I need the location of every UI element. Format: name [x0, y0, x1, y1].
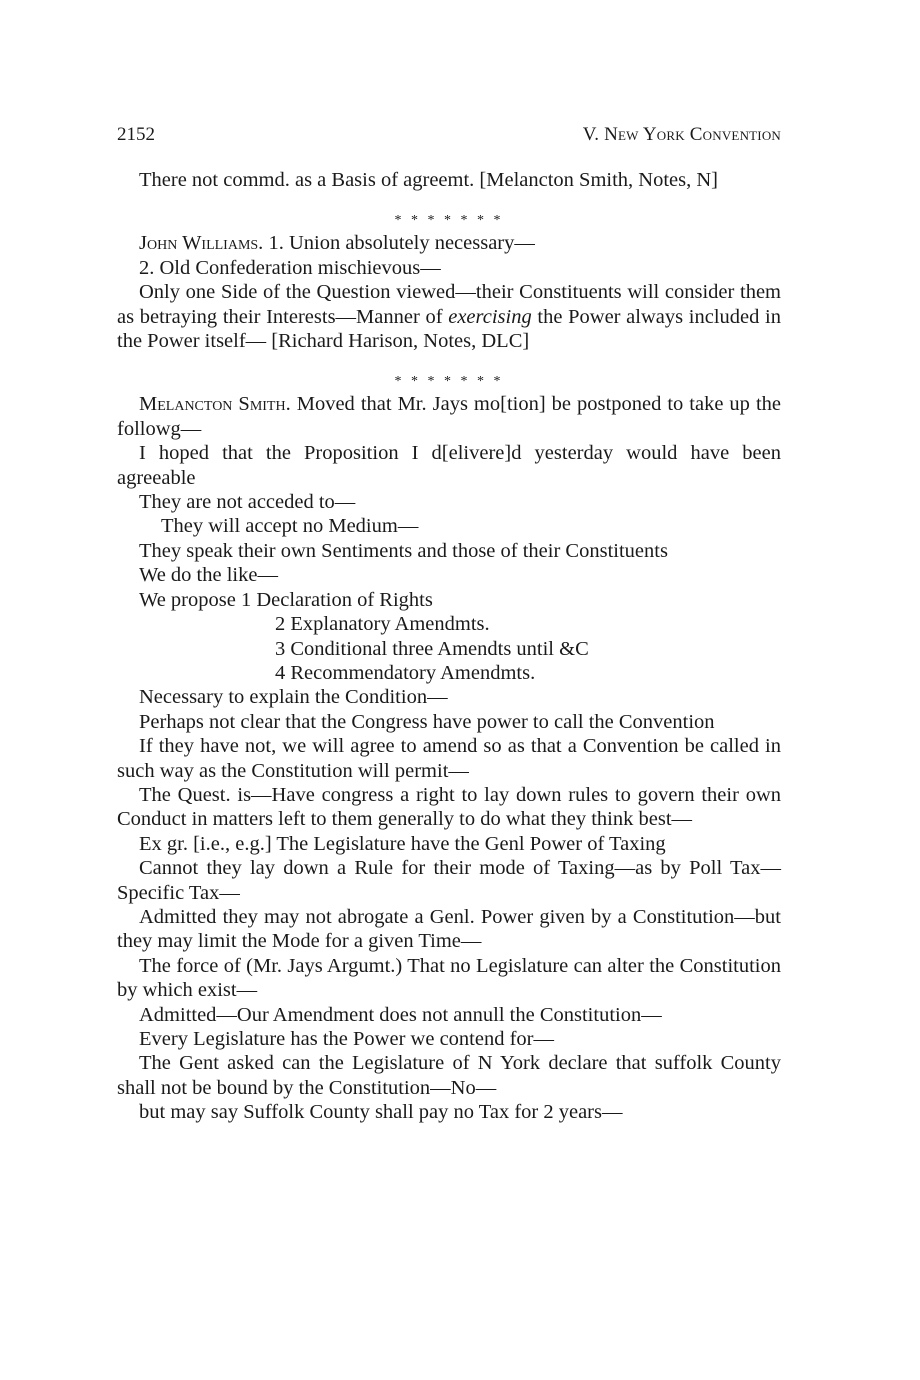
document-page: [117, 120, 781, 1125]
text-line: They are not acceded to—: [139, 491, 356, 514]
text-line: They will accept no Medium—: [161, 515, 419, 538]
section-separator: * * * * * * *: [394, 213, 504, 229]
page-header: [117, 120, 781, 150]
text-paragraph: Perhaps not clear that the Congress have power to call the Convention: [139, 710, 715, 733]
text-paragraph: Cannot they lay down a Rule for their mode of Taxing—as by Poll Tax—Specific Tax—: [117, 857, 781, 904]
page-number: 2152: [117, 124, 155, 145]
smith-proposition-paragraph: I hoped that the Proposition I d[elivere]d yesterday would have been agreeable: [117, 442, 781, 489]
williams-paragraph: Only one Side of the Question viewed—their Constituents will consider them as betraying their Interests—Manner of exercising the Power always included in the Power itself— [Richard Harison, Notes, DLC]: [117, 281, 781, 353]
smith-notes-line: There not commd. as a Basis of agreemt. [Melancton Smith, Notes, N]: [139, 169, 718, 191]
text-line: but may say Suffolk County shall pay no Tax for 2 years—: [139, 1101, 623, 1124]
text-paragraph: The force of (Mr. Jays Argumt.) That no Legislature can alter the Constitution by which exist—: [117, 954, 781, 1002]
proposal-item: 2 Explanatory Amendmts.: [275, 613, 490, 636]
text-line: Necessary to explain the Condition—: [139, 686, 448, 709]
text-line: They speak their own Sentiments and those of their Constituents: [139, 539, 668, 562]
williams-line-2: 2. Old Confederation mischievous—: [139, 256, 441, 279]
smith-motion-paragraph: Melancton Smith. Moved that Mr. Jays mo[tion] be postponed to take up the followg—: [117, 393, 781, 440]
emphasis-text: exercising: [448, 305, 532, 328]
proposal-item: We propose 1 Declaration of Rights: [139, 588, 433, 611]
text-paragraph: The Quest. is—Have congress a right to lay down rules to govern their own Conduct in matters left to them generally to do what they think best—: [117, 783, 781, 831]
text-line: We do the like—: [139, 564, 278, 587]
speaker-name: John Williams.: [139, 232, 264, 255]
williams-line-1: John Williams. 1. Union absolutely necessary—: [139, 232, 535, 255]
text-line: Admitted—Our Amendment does not annull the Constitution—: [139, 1003, 662, 1026]
speaker-name: Melancton Smith.: [139, 393, 291, 416]
text-paragraph: The Gent asked can the Legislature of N York declare that suffolk County shall not be bound by the Constitution—No—: [117, 1052, 781, 1099]
proposal-item: 4 Recommendatory Amendmts.: [275, 661, 536, 684]
text-line: Every Legislature has the Power we contend for—: [139, 1028, 554, 1050]
section-separator: * * * * * * *: [394, 374, 504, 390]
text-line: Ex gr. [i.e., e.g.] The Legislature have the Genl Power of Taxing: [139, 832, 666, 855]
text-paragraph: Admitted they may not abrogate a Genl. Power given by a Constitution—but they may limit the Mode for a given Time—: [117, 905, 781, 953]
text-paragraph: If they have not, we will agree to amend so as that a Convention be called in such way as the Constitution will permit—: [117, 735, 781, 782]
proposal-item: 3 Conditional three Amendts until &C: [275, 637, 589, 660]
running-title: V. New York Convention: [582, 124, 781, 145]
